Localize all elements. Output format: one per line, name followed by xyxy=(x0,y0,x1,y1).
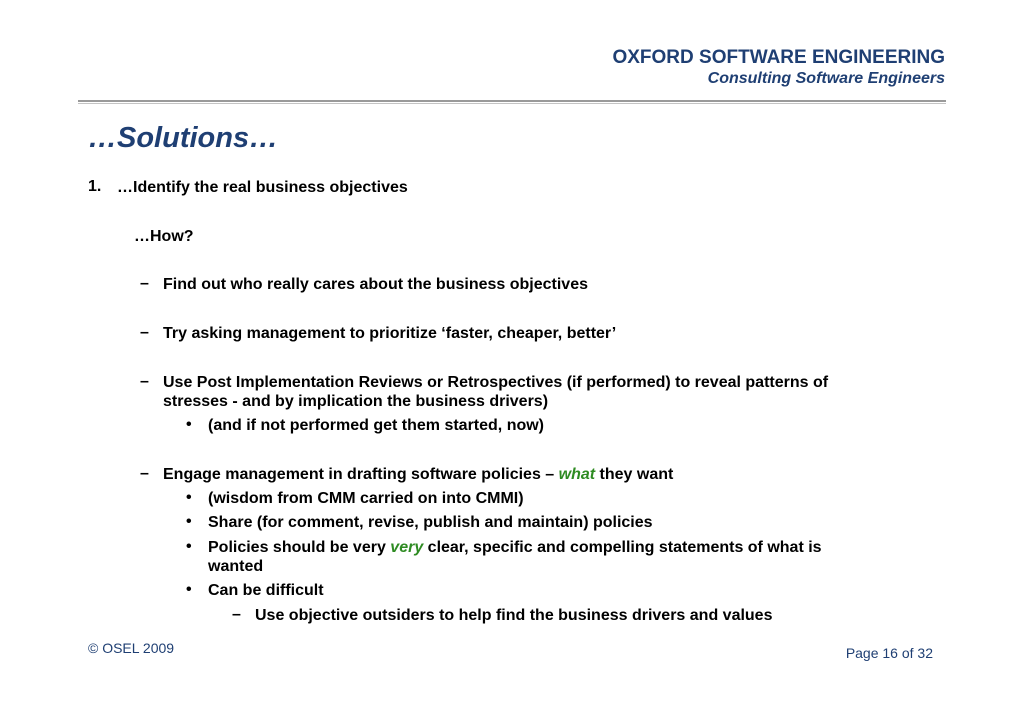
bullet-item: (wisdom from CMM carried on into CMMI) xyxy=(208,490,524,507)
bullet-marker: • xyxy=(186,581,192,598)
company-name: OXFORD SOFTWARE ENGINEERING xyxy=(612,47,945,68)
dash-marker: – xyxy=(140,465,149,482)
bullet-item: Can be difficult xyxy=(208,582,324,599)
dash-item-text: Engage management in drafting software policies – xyxy=(163,466,559,483)
dash-item: Use Post Implementation Reviews or Retrospectives (if performed) to reveal patterns of xyxy=(163,374,829,391)
dash-marker: – xyxy=(140,373,149,390)
dash-item: Try asking management to prioritize ‘faster, cheaper, better’ xyxy=(163,325,617,342)
list-number: 1. xyxy=(88,178,102,195)
header-divider xyxy=(78,100,946,102)
company-tagline: Consulting Software Engineers xyxy=(707,70,945,87)
subdash-item: Use objective outsiders to help find the business drivers and values xyxy=(255,607,773,624)
bullet-item: Share (for comment, revise, publish and maintain) policies xyxy=(208,514,653,531)
dash-marker: – xyxy=(140,275,149,292)
slide-title: …Solutions… xyxy=(88,122,279,154)
bullet-item xyxy=(208,538,822,557)
subdash-marker: – xyxy=(232,606,241,623)
bullet-marker: • xyxy=(186,538,192,555)
header-divider-shadow xyxy=(78,103,946,104)
point-heading: …Identify the real business objectives xyxy=(117,179,408,196)
dash-marker: – xyxy=(140,324,149,341)
how-label: …How? xyxy=(134,228,194,245)
bullet-marker: • xyxy=(186,489,192,506)
emphasis-very: very xyxy=(390,539,424,556)
bullet-item-text: Policies should be very xyxy=(208,539,391,556)
footer-copyright: © OSEL 2009 xyxy=(88,640,175,656)
footer-page-number: Page 16 of 32 xyxy=(845,645,933,661)
bullet-item-continuation: wanted xyxy=(208,558,264,575)
emphasis-what: what xyxy=(558,466,596,483)
bullet-marker: • xyxy=(186,416,192,433)
bullet-item: (and if not performed get them started, now) xyxy=(208,417,545,434)
dash-item: Find out who really cares about the business objectives xyxy=(163,276,588,293)
dash-item-continuation: stresses - and by implication the business drivers) xyxy=(163,393,549,410)
dash-item-text-end: they want xyxy=(595,466,674,483)
bullet-marker: • xyxy=(186,513,192,530)
dash-item xyxy=(163,465,673,484)
bullet-item-text-end: clear, specific and compelling statements of what is xyxy=(423,539,822,556)
slide-header xyxy=(612,46,945,89)
